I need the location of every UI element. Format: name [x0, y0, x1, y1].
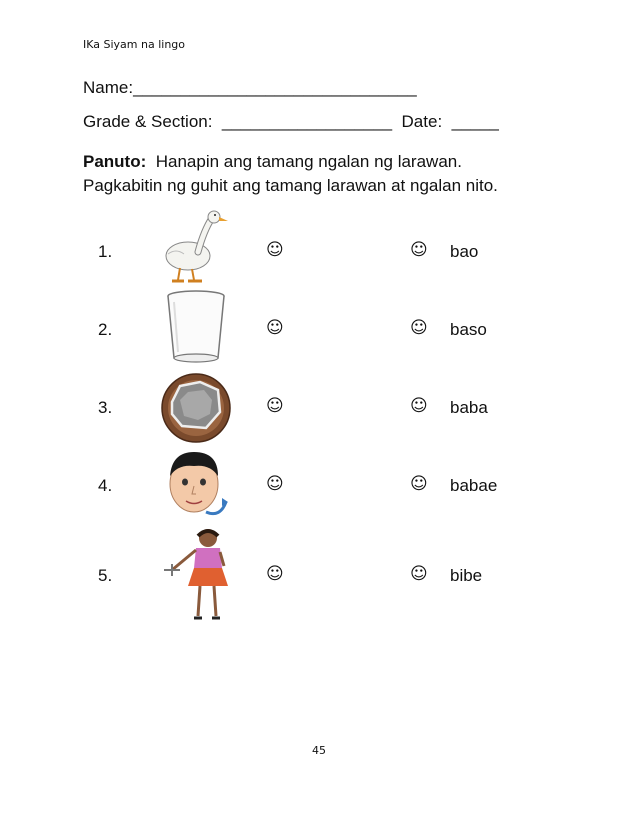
item-word: baba: [450, 398, 488, 417]
right-smiley-icon: ☺: [410, 240, 428, 260]
left-smiley-icon: ☺: [266, 474, 284, 494]
right-smiley-icon: ☺: [410, 396, 428, 416]
left-smiley-icon: ☺: [266, 318, 284, 338]
right-smiley-icon: ☺: [410, 474, 428, 494]
boy-face-picture: [158, 446, 234, 522]
item-word: babae: [450, 476, 498, 495]
item-row: [0, 446, 638, 526]
name-field: Name:______________________________: [83, 78, 417, 97]
item-number: 1.: [98, 242, 113, 261]
grade-section-date-field: Grade & Section: __________________ Date: _____: [83, 112, 499, 131]
item-number: 2.: [98, 320, 113, 339]
item-row: [0, 370, 638, 450]
item-row: [0, 290, 638, 370]
instructions-line-1: [83, 152, 462, 172]
page-number: 45: [312, 744, 326, 757]
left-smiley-icon: ☺: [266, 240, 284, 260]
instructions-label: Panuto:: [83, 152, 147, 171]
right-smiley-icon: ☺: [410, 564, 428, 584]
coconut-shell-picture: [158, 372, 234, 444]
item-number: 4.: [98, 476, 113, 495]
left-smiley-icon: ☺: [266, 564, 284, 584]
item-number: 3.: [98, 398, 113, 417]
duck-picture: [158, 208, 234, 286]
instructions-line-2: Pagkabitin ng guhit ang tamang larawan at ngalan nito.: [83, 176, 498, 195]
item-row: [0, 208, 638, 288]
glass-picture: [158, 290, 234, 368]
left-smiley-icon: ☺: [266, 396, 284, 416]
item-word: bibe: [450, 566, 483, 585]
right-smiley-icon: ☺: [410, 318, 428, 338]
item-number: 5.: [98, 566, 113, 585]
header-note: IKa Siyam na lingo: [83, 38, 186, 51]
instructions-text-1: Hanapin ang tamang ngalan ng larawan.: [146, 152, 462, 171]
item-word: baso: [450, 320, 487, 339]
girl-picture: [158, 526, 234, 624]
item-word: bao: [450, 242, 479, 261]
item-row: [0, 526, 638, 626]
